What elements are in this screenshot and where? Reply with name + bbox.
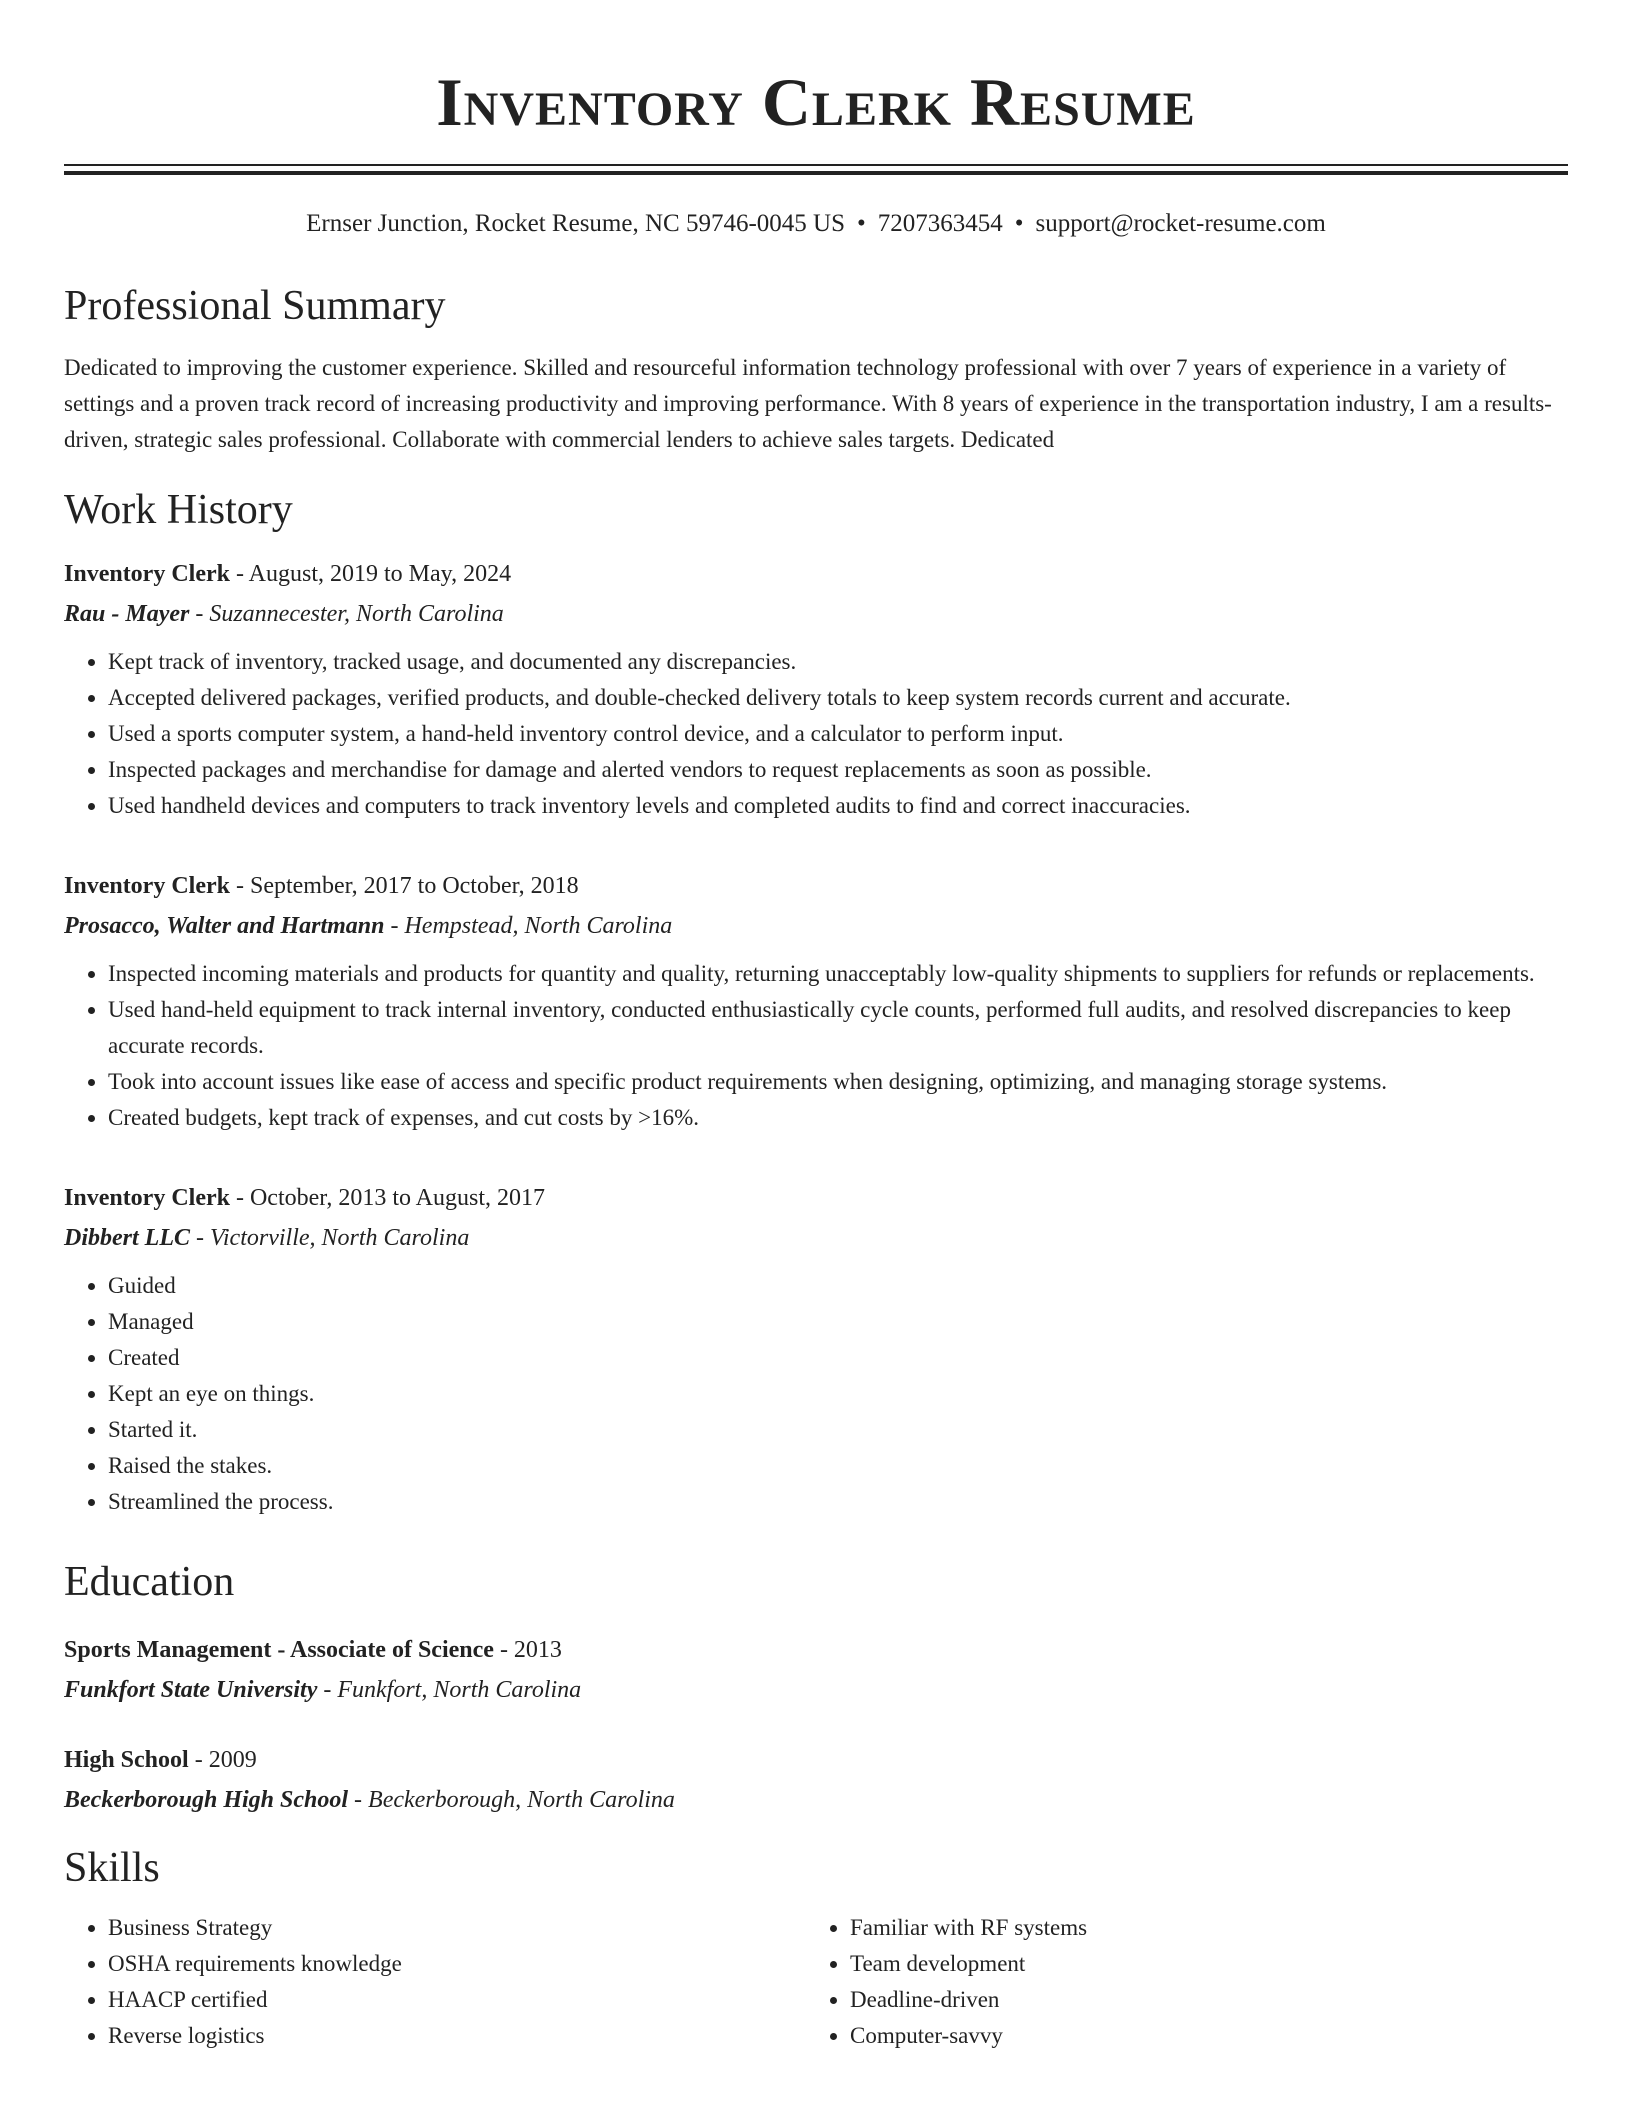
job-duty: • Used hand-held equipment to track internal inventory, conducted enthusiastically cycle counts, performed full audits, and resolved discrepancies to keep accurate records. bbox=[108, 992, 1568, 1064]
job-duty: • Inspected incoming materials and products for quantity and quality, returning unacceptably low-quality shipments to suppliers for refunds or replacements. bbox=[108, 956, 1568, 992]
job-duties bbox=[64, 644, 1568, 824]
job-duty: • Started it. bbox=[108, 1412, 1568, 1448]
job-company: Prosacco, Walter and Hartmann bbox=[64, 913, 385, 939]
education-location: - Funkfort, North Carolina bbox=[317, 1677, 582, 1703]
contact-email: support@rocket-resume.com bbox=[1035, 210, 1326, 237]
skill-item: • Team development bbox=[850, 1946, 1548, 1982]
job-entry bbox=[64, 1182, 1568, 1520]
job-duties bbox=[64, 1268, 1568, 1520]
education-year: - 2013 bbox=[493, 1637, 562, 1663]
education-heading: Education bbox=[64, 1559, 235, 1605]
job-header bbox=[64, 558, 1568, 590]
job-dates: - October, 2013 to August, 2017 bbox=[229, 1185, 545, 1211]
job-entry bbox=[64, 558, 1568, 824]
job-duties bbox=[64, 956, 1568, 1136]
job-duty: • Guided bbox=[108, 1268, 1568, 1304]
job-duty: • Streamlined the process. bbox=[108, 1484, 1568, 1520]
job-header bbox=[64, 1182, 1568, 1214]
skills-heading: Skills bbox=[64, 1845, 160, 1891]
job-employer bbox=[64, 910, 1568, 942]
education-degree: Sports Management - Associate of Science bbox=[64, 1637, 494, 1663]
job-duty: • Used a sports computer system, a hand-held inventory control device, and a calculator to perform input. bbox=[108, 716, 1568, 752]
job-duty: • Kept an eye on things. bbox=[108, 1376, 1568, 1412]
job-dates: - August, 2019 to May, 2024 bbox=[229, 561, 512, 587]
skill-item: • Familiar with RF systems bbox=[850, 1910, 1548, 1946]
contact-separator: • bbox=[857, 210, 866, 237]
education-institution bbox=[64, 1784, 1568, 1816]
summary-text: Dedicated to improving the customer experience. Skilled and resourceful information technology professional with over 7 years of experience in a variety of settings and a proven track record of increasing productivity and improving performance. With 8 years of experience in the transportation industry, I am a results-driven, strategic sales professional. Collaborate with commercial lenders to achieve sales targets. Dedicated bbox=[64, 355, 1552, 452]
job-duty: • Took into account issues like ease of access and specific product requirements when designing, optimizing, and managing storage systems. bbox=[108, 1064, 1568, 1100]
skills-list-left bbox=[64, 1910, 806, 2054]
skill-item: • Business Strategy bbox=[108, 1910, 806, 1946]
education-entry bbox=[64, 1634, 1568, 1706]
education-degree: High School bbox=[64, 1747, 189, 1773]
skill-item: • Computer-savvy bbox=[850, 2018, 1548, 2054]
job-dates: - September, 2017 to October, 2018 bbox=[229, 873, 579, 899]
skills-columns bbox=[64, 1910, 1568, 2054]
contact-phone: 7207363454 bbox=[877, 210, 1003, 237]
job-entry bbox=[64, 870, 1568, 1136]
education-location: - Beckerborough, North Carolina bbox=[348, 1787, 675, 1813]
contact-separator: • bbox=[1014, 210, 1024, 237]
skill-item: • HAACP certified bbox=[108, 1982, 806, 2018]
job-employer bbox=[64, 598, 1568, 630]
summary-heading: Professional Summary bbox=[64, 283, 446, 329]
skills-list-right bbox=[806, 1910, 1548, 2054]
contact-address: Ernser Junction, Rocket Resume, NC 59746-0045 US bbox=[306, 210, 845, 237]
job-company: Dibbert LLC bbox=[64, 1225, 190, 1251]
education-institution bbox=[64, 1674, 1568, 1706]
job-location: - Victorville, North Carolina bbox=[190, 1225, 470, 1251]
education-entry bbox=[64, 1744, 1568, 1816]
job-location: - Hempstead, North Carolina bbox=[384, 913, 673, 939]
education-school: Funkfort State University bbox=[64, 1677, 318, 1703]
resume-title: Inventory Clerk Resume bbox=[436, 64, 1196, 140]
job-duty: • Created bbox=[108, 1340, 1568, 1376]
education-year: - 2009 bbox=[188, 1747, 257, 1773]
education-header bbox=[64, 1744, 1568, 1776]
work-history-heading: Work History bbox=[64, 487, 293, 533]
job-duty: • Created budgets, kept track of expenses, and cut costs by >16%. bbox=[108, 1100, 1568, 1136]
job-duty: • Raised the stakes. bbox=[108, 1448, 1568, 1484]
job-duty: • Inspected packages and merchandise for damage and alerted vendors to request replacements as soon as possible. bbox=[108, 752, 1568, 788]
skill-item: • OSHA requirements knowledge bbox=[108, 1946, 806, 1982]
job-company: Rau - Mayer bbox=[64, 601, 190, 627]
job-title: Inventory Clerk bbox=[64, 1185, 230, 1211]
resume-page bbox=[64, 0, 1568, 2054]
job-employer bbox=[64, 1222, 1568, 1254]
contact-line bbox=[64, 209, 1568, 239]
job-duty: • Kept track of inventory, tracked usage, and documented any discrepancies. bbox=[108, 644, 1568, 680]
job-location: - Suzannecester, North Carolina bbox=[189, 601, 504, 627]
title-rule-thick bbox=[64, 171, 1568, 175]
job-title: Inventory Clerk bbox=[64, 561, 230, 587]
job-title: Inventory Clerk bbox=[64, 873, 230, 899]
job-duty: • Accepted delivered packages, verified products, and double-checked delivery totals to keep system records current and accurate. bbox=[108, 680, 1568, 716]
title-rule-thin bbox=[64, 164, 1568, 166]
job-duty: • Managed bbox=[108, 1304, 1568, 1340]
skill-item: • Reverse logistics bbox=[108, 2018, 806, 2054]
job-duty: • Used handheld devices and computers to track inventory levels and completed audits to find and correct inaccuracies. bbox=[108, 788, 1568, 824]
education-header bbox=[64, 1634, 1568, 1666]
skill-item: • Deadline-driven bbox=[850, 1982, 1548, 2018]
job-header bbox=[64, 870, 1568, 902]
education-school: Beckerborough High School bbox=[64, 1787, 349, 1813]
